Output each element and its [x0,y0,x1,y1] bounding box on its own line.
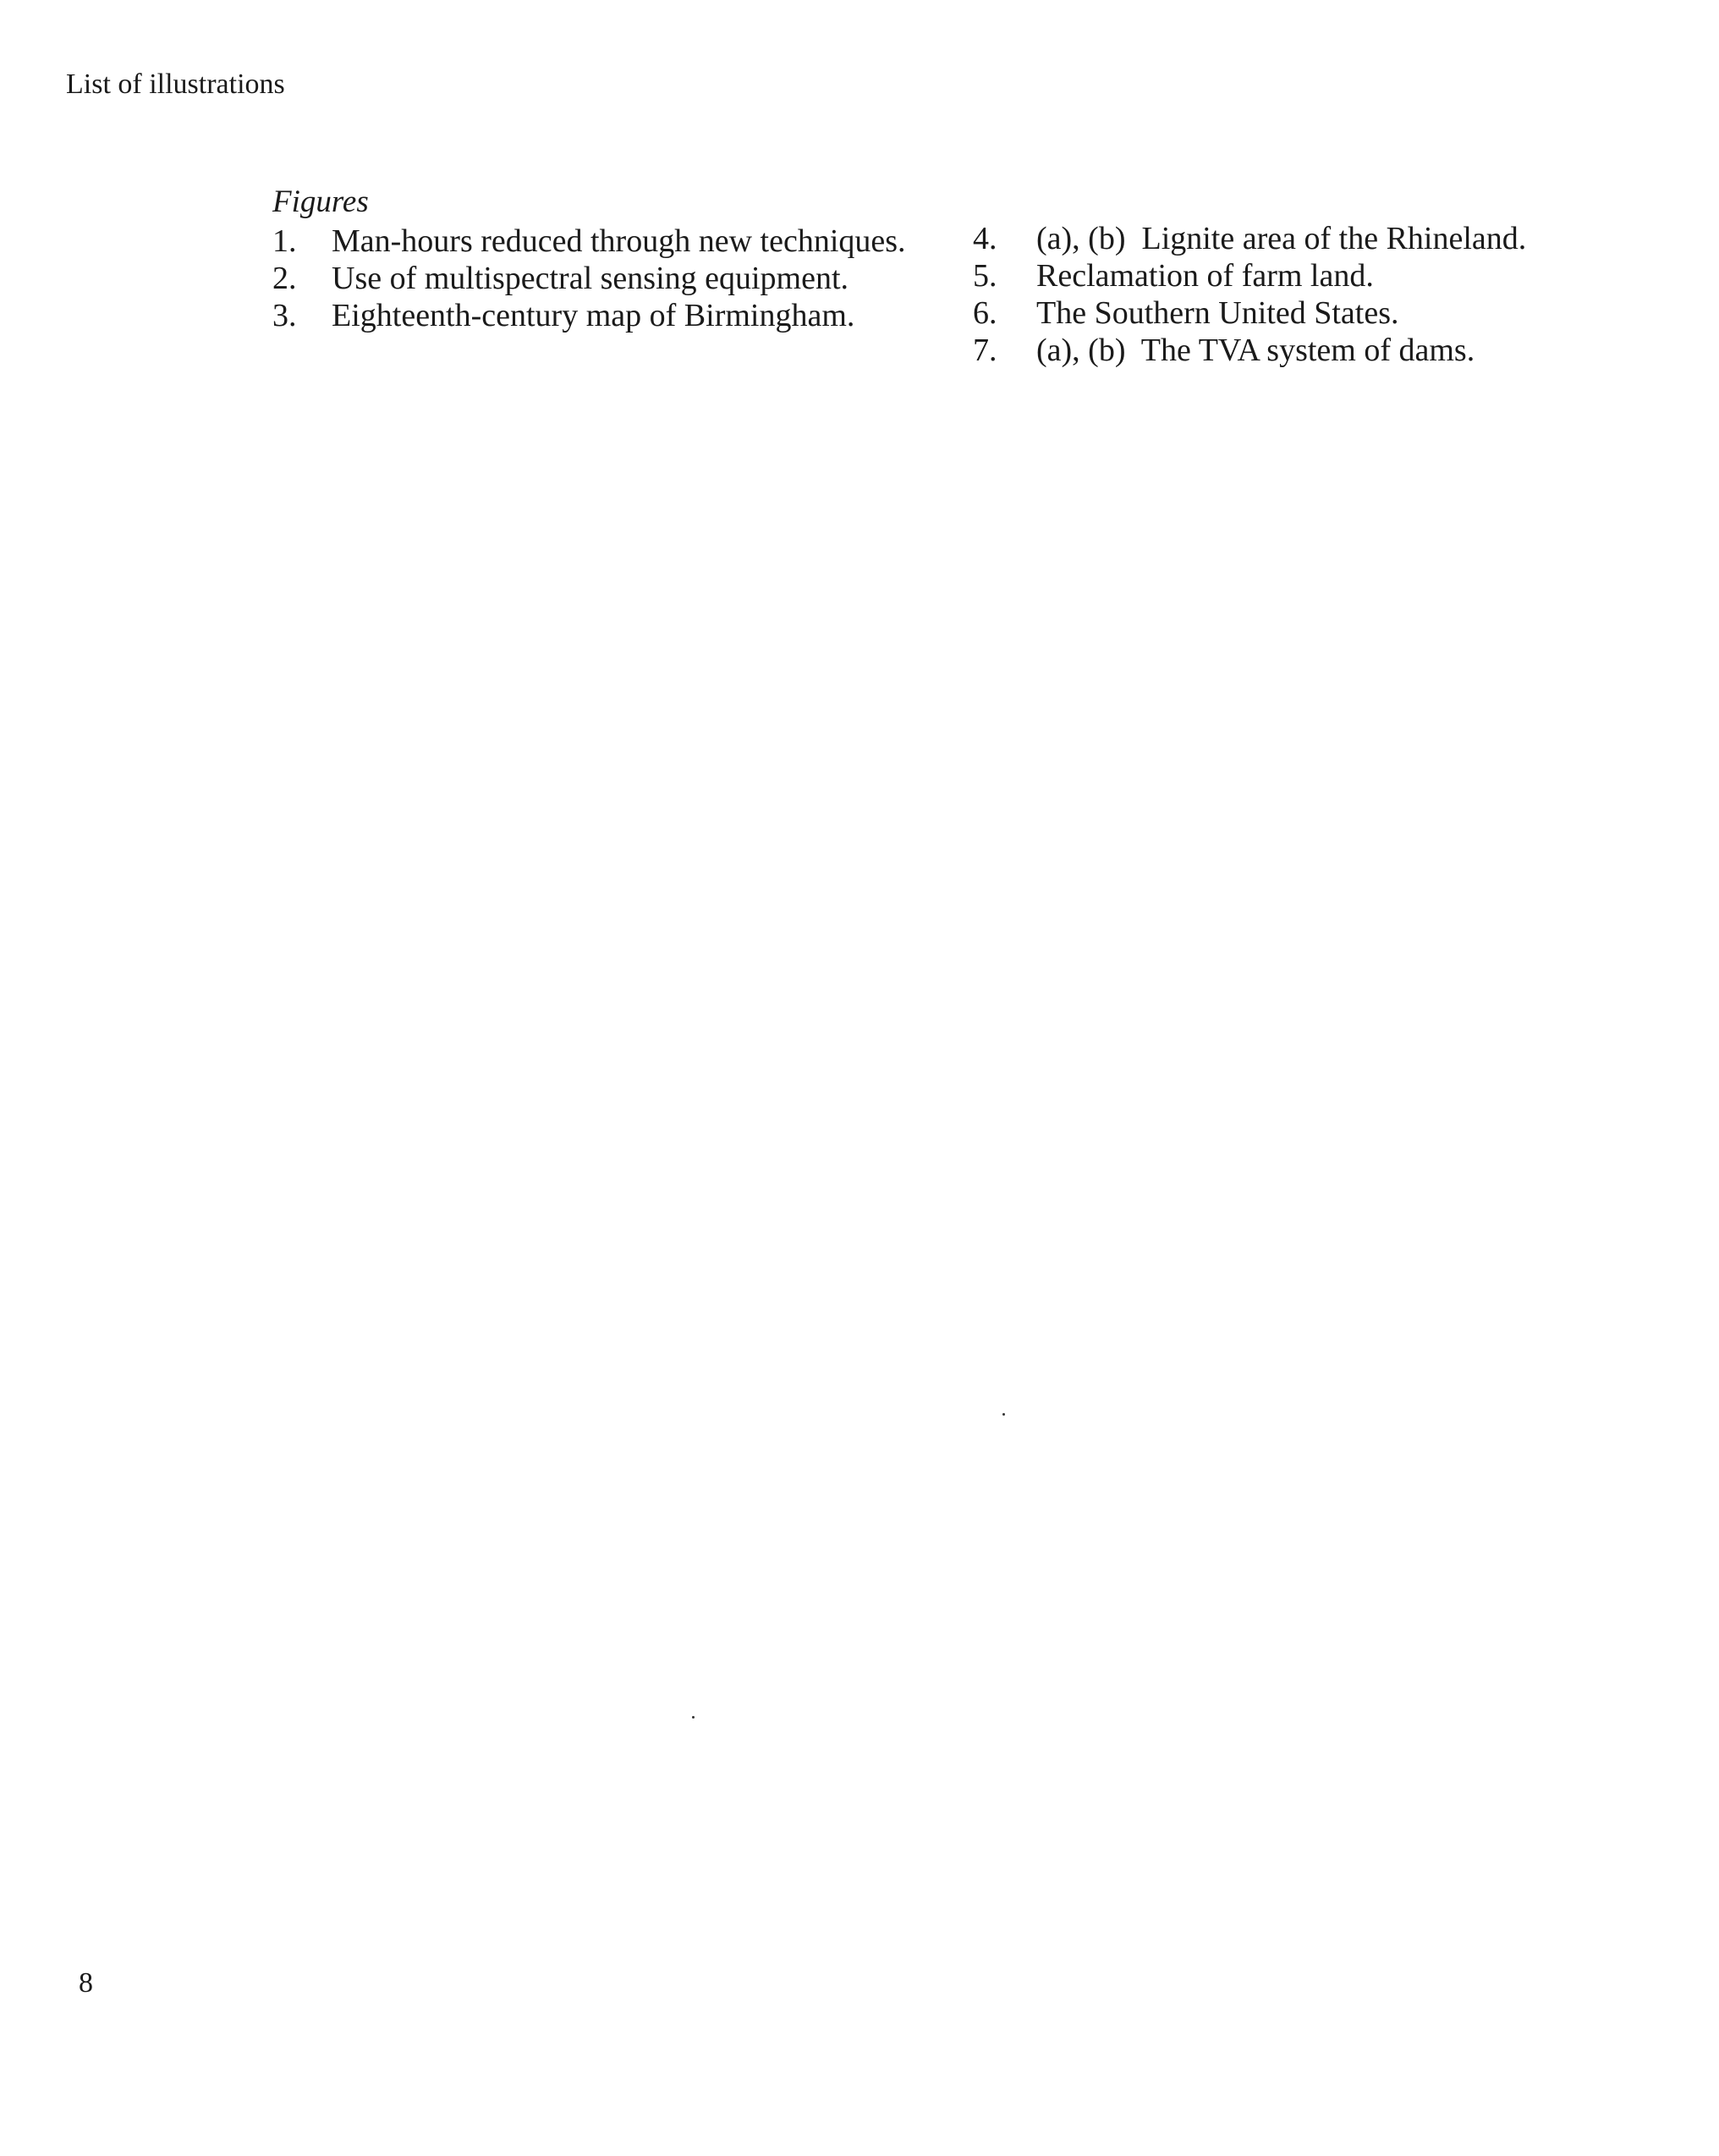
figure-number: 3. [272,298,297,333]
page-number: 8 [79,1967,93,1999]
figures-heading: Figures [272,184,369,219]
figure-entry [272,260,932,297]
figure-number: 5. [973,258,997,294]
figure-caption: Reclamation of farm land. [1036,258,1374,294]
figure-entry [973,220,1700,257]
figure-caption: Man-hours reduced through new techniques. [332,223,906,259]
figure-number: 2. [272,261,297,296]
figure-entry [272,223,932,260]
figures-list-left [272,223,932,334]
scan-speck [692,1716,695,1719]
running-head: List of illustrations [66,69,285,100]
figure-entry [973,257,1700,294]
figure-caption: Eighteenth-century map of Birmingham. [332,298,855,333]
figure-number: 6. [973,295,997,331]
figure-caption: Use of multispectral sensing equipment. [332,261,849,296]
figure-number: 1. [272,223,297,259]
figure-entry [973,332,1700,369]
figure-caption: (a), (b) Lignite area of the Rhineland. [1036,221,1527,256]
figure-entry [272,297,932,334]
figure-caption: The Southern United States. [1036,295,1399,331]
figure-caption: (a), (b) The TVA system of dams. [1036,333,1475,368]
figure-entry [973,294,1700,332]
figure-number: 7. [973,333,997,368]
figures-list-right [973,220,1700,369]
figure-number: 4. [973,221,997,256]
scan-speck [1002,1413,1005,1416]
